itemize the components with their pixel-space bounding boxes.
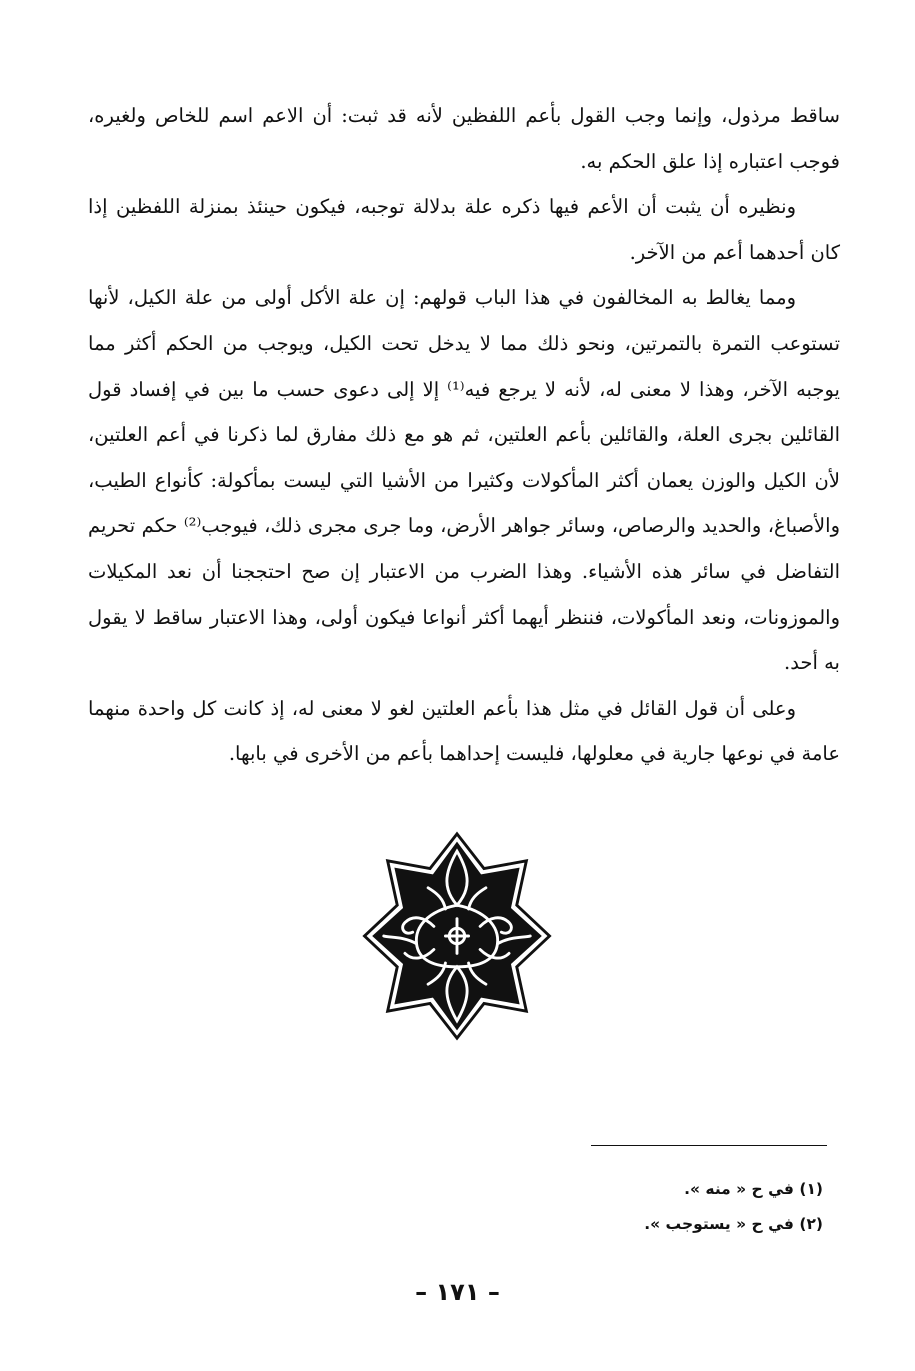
page-number: – ١٧١ – [415, 1278, 500, 1306]
arabesque-ornament-icon [360, 830, 554, 1042]
footnote-divider [591, 1145, 827, 1146]
footnote: (١) في ح « منه ». [684, 1180, 823, 1198]
paragraph: وعلى أن قول القائل في مثل هذا بأعم العلتين لغو لا معنى له، إذ كانت كل واحدة منهما عامة في نوعها جارية في معلولها، فليست إحداهما بأعم من الأخرى في بابها. [88, 696, 840, 766]
paragraph: ساقط مرذول، وإنما وجب القول بأعم اللفظين لأنه قد ثبت: أن الاعم اسم للخاص ولغيره، فوجب اعتباره إذا علق الحكم به. [88, 104, 840, 173]
footnotes [423, 1172, 823, 1242]
footnote: (٢) في ح « يستوجب ». [644, 1215, 823, 1233]
paragraph: ومما يغالط به المخالفون في هذا الباب قولهم: إن علة الأكل أولى من علة الكيل، لأنها تستوعب التمرة بالتمرتين، ونحو ذلك مما لا يدخل تحت الكيل، ويوجب من الحكم أكثر مما يوجبه الآخر، وهذا لا معنى له، لأنه لا يرجع فيه⁽¹⁾ إلا إلى دعوى حسب ما بين في إفساد قول القائلين بجرى العلة، والقائلين بأعم العلتين، ثم هو مع ذلك مفارق لما ذكرنا في أعم العلتين، لأن الكيل والوزن يعمان أكثر المأكولات وكثيرا من الأشيا التي ليست بمأكولة: كأنواع الطيب، والأصباغ، والحديد والرصاص، وسائر جواهر الأرض، وما جرى مجرى ذلك، فيوجب⁽²⁾ حكم تحريم التفاضل في سائر هذه الأشياء. وهذا الضرب من الاعتبار إن صح احتججنا أن نعد المكيلات والموزونات، ونعد المأكولات، فننظر أيهما أكثر أنواعا فيكون أولى، وهذا الاعتبار ساقط لا يقول به أحد. [88, 286, 840, 675]
main-text [88, 93, 840, 777]
paragraph: ونظيره أن يثبت أن الأعم فيها ذكره علة بدلالة توجبه، فيكون حينئذ بمنزلة اللفظين إذا كان أحدهما أعم من الآخر. [88, 195, 840, 264]
